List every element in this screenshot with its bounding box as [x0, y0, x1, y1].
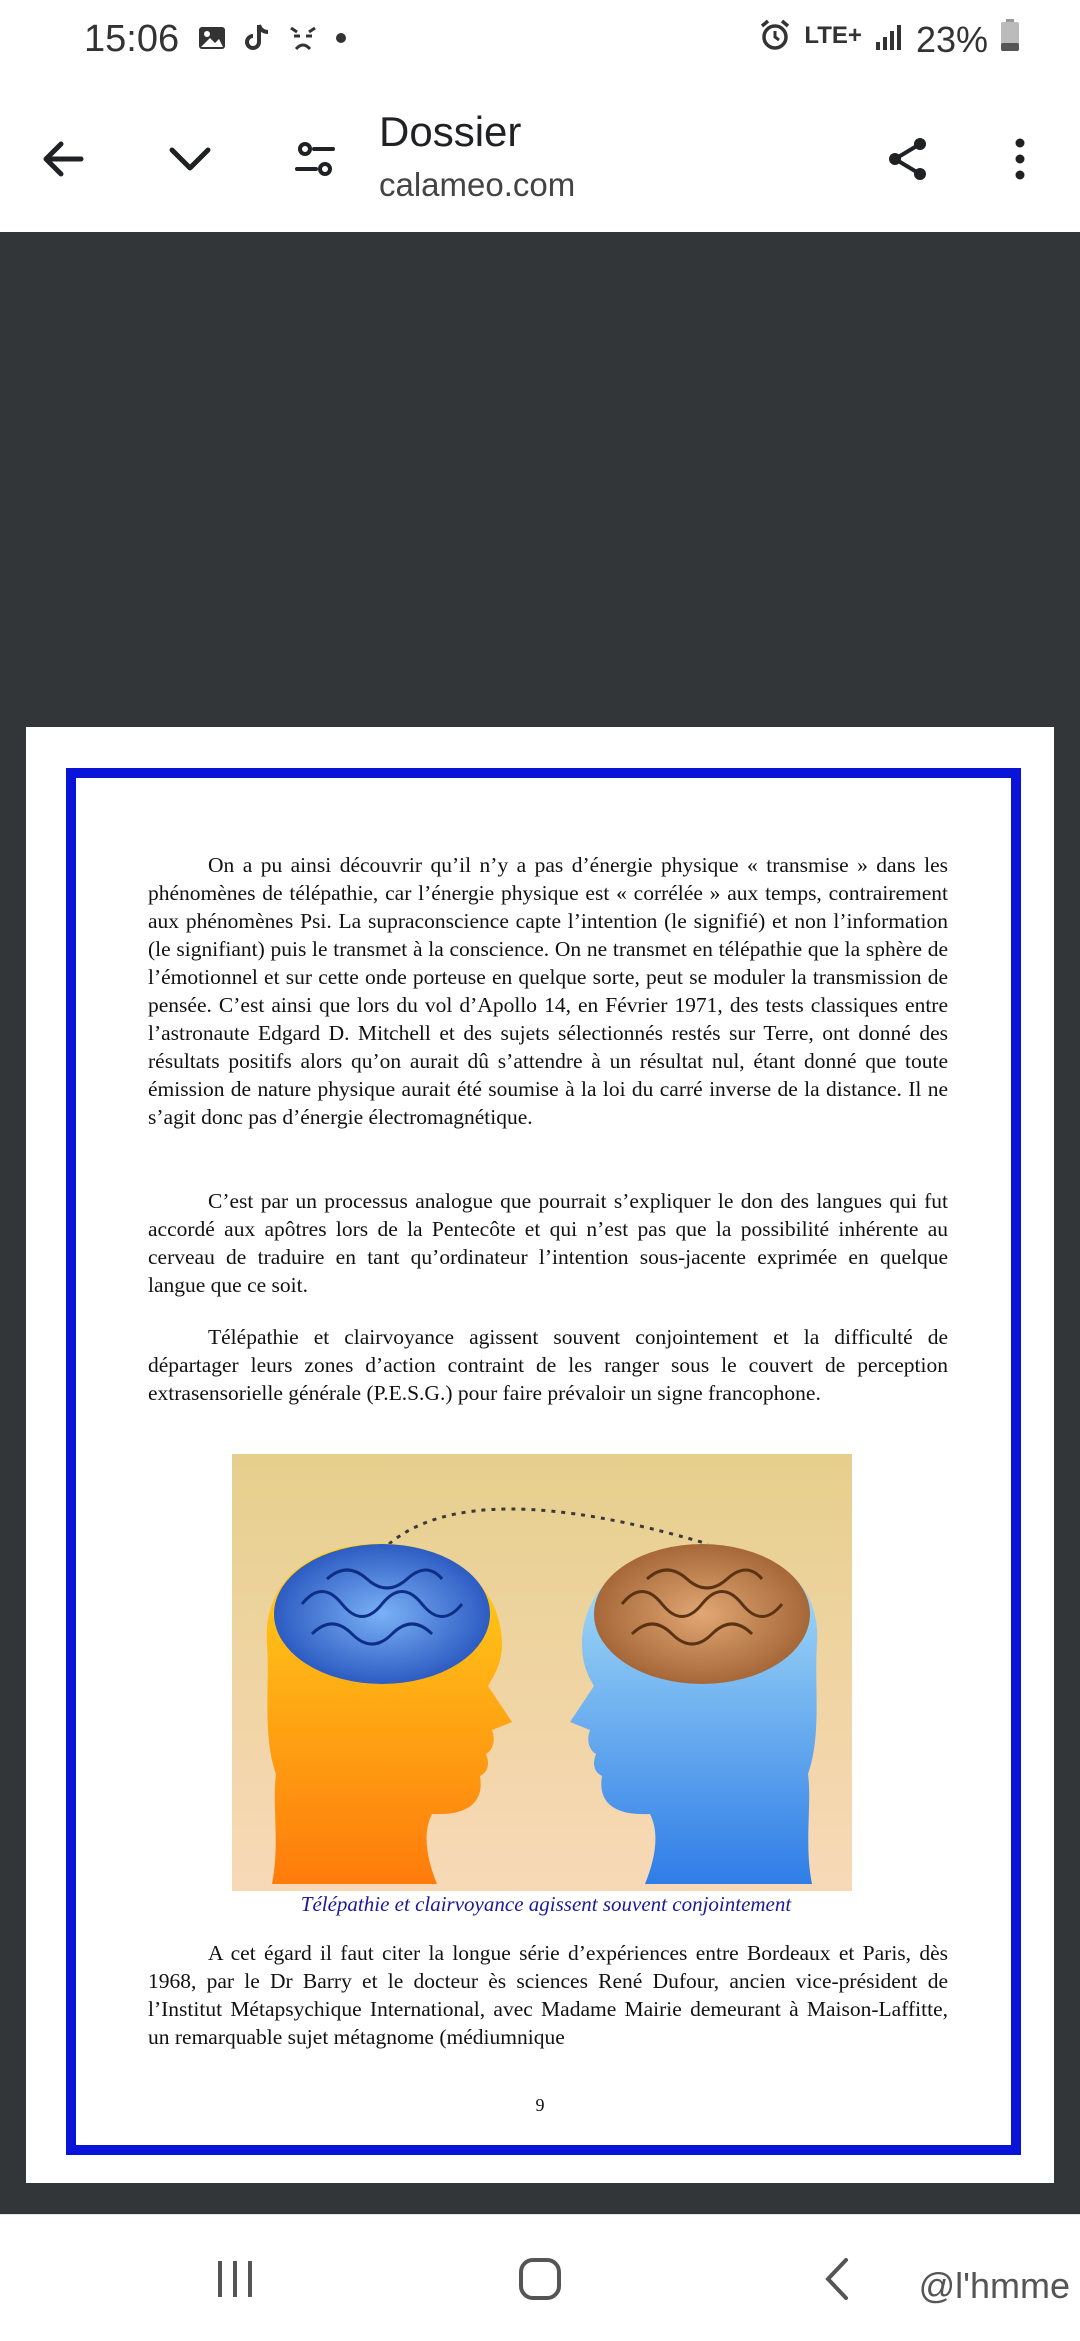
status-time: 15:06	[84, 18, 180, 60]
sleep-face-icon	[286, 22, 320, 59]
chevron-down-icon	[164, 133, 216, 185]
app-bar	[0, 84, 1080, 233]
page-url[interactable]: calameo.com	[379, 166, 576, 203]
back-icon	[818, 2256, 858, 2302]
battery-percent: 23%	[915, 18, 988, 60]
back-nav-button[interactable]	[808, 2251, 868, 2307]
paragraph-1: On a pu ainsi découvrir qu’il n’y a pas d’énergie physique « transmise » dans les phénomènes de télépathie, car l’énergie physique est « corrélée » aux temps, contrairement aux phénomènes Psi. La supraconscience capte l’intention (le signifié) et non l’information (le signifiant) puis le transmet à la conscience. On ne transmet en télépathie que la sphère de l’émotionnel et sur cette onde porteuse en quelque sorte, peut se moduler la transmission de pensée. C’est ainsi que lors du vol d’Apollo 14, en Février 1971, des tests classiques entre l’astronaute Edgard D. Mitchell et des sujets sélectionnés restés sur Terre, ont donné des résultats positifs alors qu’on aurait dû s’attendre à un résultat nul, étant donné que toute émission de nature physique aurait été soumise à la loi du carré inverse de la distance. Il ne s’agit donc pas d’énergie électromagnétique.	[148, 853, 948, 1129]
telepathy-illustration	[232, 1454, 852, 1891]
paragraph-2: C’est par un processus analogue que pourrait s’expliquer le don des langues qui fut accordé aux apôtres lors de la Pentecôte et qui n’est pas que la possibilité inhérente au cerveau de traduire en tant qu’ordinateur l’intention sous-jacente exprimée en quelque langue que ce soit.	[148, 1189, 948, 1297]
dot-icon	[334, 31, 348, 50]
page-title: Dossier	[379, 108, 522, 155]
network-type: LTE+	[804, 21, 862, 49]
status-notification-icons	[196, 22, 348, 59]
home-icon	[515, 2254, 565, 2304]
alarm-icon	[758, 18, 792, 61]
paragraph-4: A cet égard il faut citer la longue série d’expériences entre Bordeaux et Paris, dès 1968, par le Dr Barry et le docteur ès sciences René Dufour, ancien vice-président de l’Institut Métapsychique International, avec Madame Mairie demeurant à Maison-Laffitte, un remarquable sujet métagnome (médiumnique	[148, 1941, 948, 2049]
settings-sliders-icon	[289, 133, 341, 185]
share-button[interactable]	[873, 124, 943, 194]
image-icon	[196, 22, 228, 59]
watermark: @l'hmme	[918, 2265, 1070, 2306]
status-bar	[0, 0, 1080, 84]
back-button[interactable]	[28, 124, 98, 194]
more-vert-icon	[994, 133, 1046, 185]
recent-apps-button[interactable]	[200, 2251, 270, 2307]
signal-icon	[874, 19, 904, 61]
navigation-bar	[0, 2214, 1080, 2341]
share-icon	[882, 133, 934, 185]
back-arrow-icon	[37, 133, 89, 185]
tiktok-icon	[242, 22, 272, 59]
home-button[interactable]	[502, 2249, 578, 2309]
paragraph-3: Télépathie et clairvoyance agissent souvent conjointement et la difficulté de départager leurs zones d’action contraint de les ranger sous le couvert de perception extrasensorielle générale (P.E.S.G.) pour faire prévaloir un signe francophone.	[148, 1325, 948, 1405]
recent-apps-icon	[212, 2257, 258, 2301]
more-options-button[interactable]	[985, 124, 1055, 194]
page-settings-button[interactable]	[280, 124, 350, 194]
battery-icon	[1000, 18, 1020, 61]
document-page	[26, 727, 1054, 2183]
document-viewer[interactable]	[0, 232, 1080, 2214]
page-number: 9	[535, 2095, 545, 2115]
status-right-icons	[758, 18, 1020, 61]
collapse-button[interactable]	[155, 124, 225, 194]
figure-caption: Télépathie et clairvoyance agissent souvent conjointement	[300, 1892, 792, 1916]
